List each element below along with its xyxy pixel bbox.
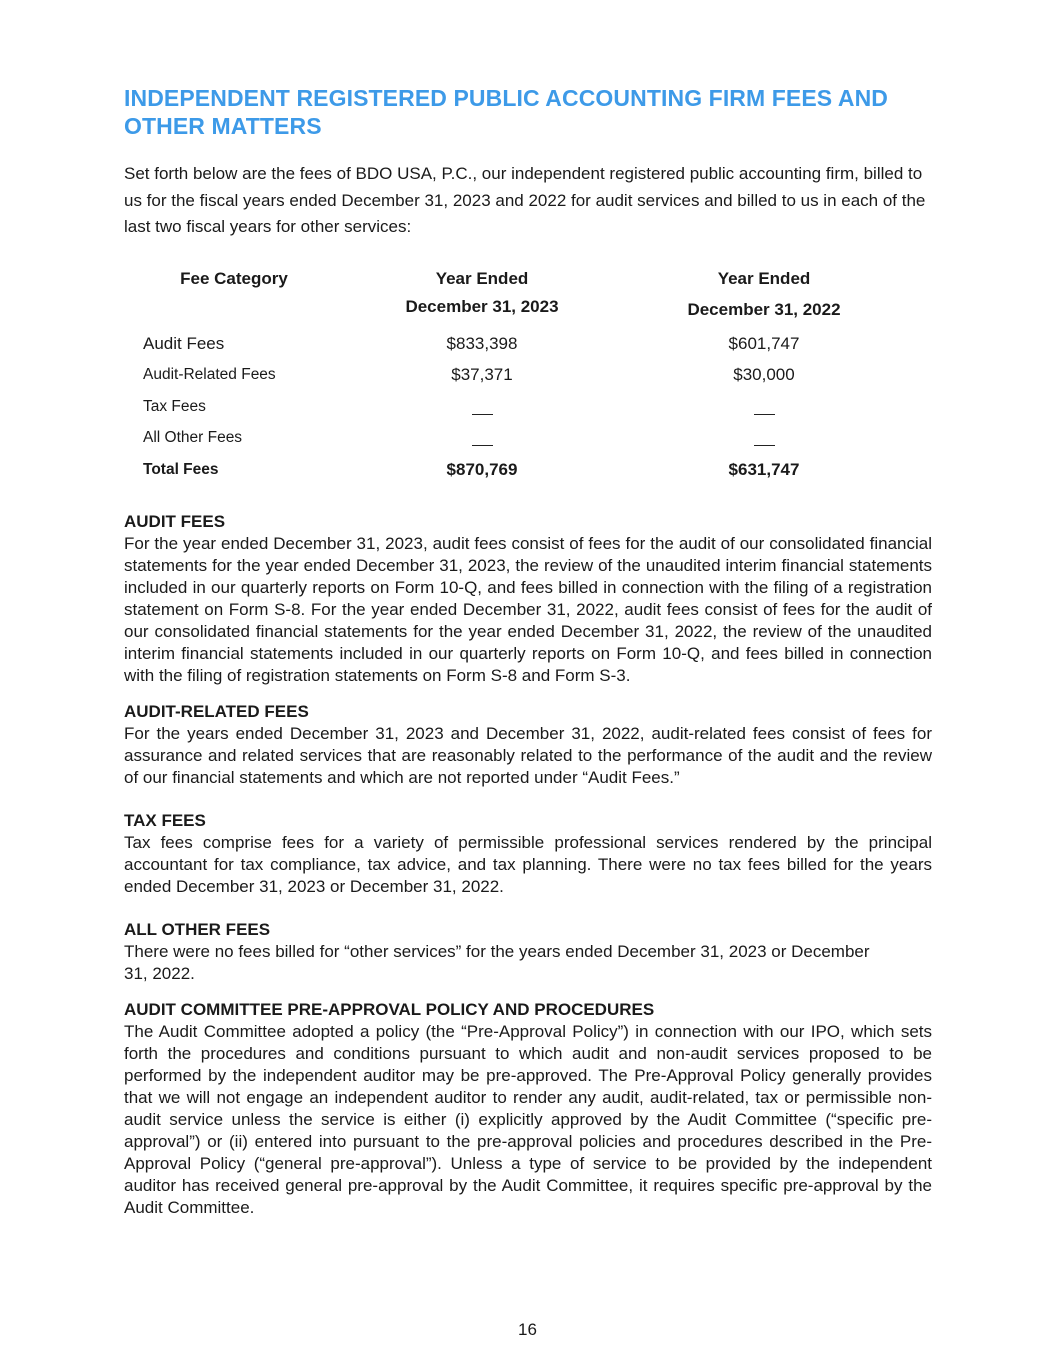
page-number: 16 bbox=[518, 1320, 537, 1339]
value-2023 bbox=[332, 422, 632, 454]
section-title: AUDIT COMMITTEE PRE-APPROVAL POLICY AND PROCEDURES bbox=[124, 1000, 655, 1019]
value-2023: $870,769 bbox=[446, 459, 518, 479]
table-row-tax-fees bbox=[136, 391, 896, 423]
value-2022 bbox=[632, 422, 896, 454]
value-2022: $601,747 bbox=[728, 333, 800, 353]
fee-category-header: Fee Category bbox=[180, 268, 288, 288]
dash-value bbox=[754, 445, 775, 446]
year-2023-header bbox=[332, 265, 632, 324]
section-body: There were no fees billed for “other services” for the years ended December 31, 2023 or December 31, 2022. bbox=[124, 942, 870, 983]
row-label: Total Fees bbox=[143, 460, 219, 478]
section-body: For the year ended December 31, 2023, audit fees consist of fees for the audit of our consolidated financial statements for the year ended December 31, 2023, the review of the unaudited interim financial statements included in our quarterly reports on Form 10-Q, and fees billed in connection with the filing of a registration statement on Form S-8. For the year ended December 31, 2022, audit fees consist of fees for the audit of our consolidated financial statements for the year ended December 31, 2022, the review of the unaudited interim financial statements included in our quarterly reports on Form 10-Q, and fees billed in connection with the filing of registration statements on Form S-8 and Form S-3. bbox=[124, 534, 932, 685]
value-2022 bbox=[632, 391, 896, 423]
audit-related-fees-section bbox=[124, 701, 932, 789]
value-2023: $833,398 bbox=[446, 333, 518, 353]
row-label: Audit-Related Fees bbox=[143, 366, 276, 383]
year-2022-header-line1: Year Ended bbox=[717, 268, 811, 288]
section-body: The Audit Committee adopted a policy (the “Pre-Approval Policy”) in connection with our IPO, which sets forth the procedures and conditions pursuant to which audit and non-audit services proposed to be performed by the independent auditor may be pre-approved. The Pre-Approval Policy generally provides that we will not engage an independent auditor to render any audit, audit-related, tax or permissible non-audit service unless the service is either (i) explicitly approved by the Audit Committee (“specific pre-approval”) or (ii) entered into pursuant to the pre-approval policies and procedures described in the Pre-Approval Policy (“general pre-approval”). Unless a type of service to be provided by the independent auditor has received general pre-approval by the Audit Committee, it requires specific pre-approval by the Audit Committee. bbox=[124, 1022, 932, 1217]
section-body: Tax fees comprise fees for a variety of permissible professional services rendered by the principal accountant for tax compliance, tax advice, and tax planning. There were no tax fees billed for the years ended December 31, 2023 or December 31, 2022. bbox=[124, 833, 932, 896]
section-title: AUDIT-RELATED FEES bbox=[124, 702, 309, 721]
dash-value bbox=[472, 414, 493, 415]
fee-table bbox=[136, 265, 896, 486]
dash-value bbox=[754, 414, 775, 415]
all-other-fees-section bbox=[124, 919, 932, 985]
section-title: AUDIT FEES bbox=[124, 512, 226, 531]
row-label: Tax Fees bbox=[143, 397, 206, 415]
value-2022: $30,000 bbox=[733, 365, 795, 384]
year-2023-header-line2: December 31, 2023 bbox=[405, 296, 559, 316]
year-2023-header-line1: Year Ended bbox=[435, 268, 529, 288]
value-2023 bbox=[332, 391, 632, 423]
dash-value bbox=[472, 445, 493, 446]
year-2022-header bbox=[632, 265, 896, 324]
row-label: All Other Fees bbox=[143, 429, 243, 446]
row-label: Audit Fees bbox=[143, 333, 225, 353]
value-2023: $37,371 bbox=[451, 365, 513, 384]
document-page bbox=[124, 84, 932, 1219]
page-heading: INDEPENDENT REGISTERED PUBLIC ACCOUNTING FIRM FEES AND OTHER MATTERS bbox=[124, 85, 889, 139]
pre-approval-section bbox=[124, 999, 932, 1219]
year-2022-header-line2: December 31, 2022 bbox=[687, 299, 841, 319]
intro-paragraph: Set forth below are the fees of BDO USA, P.C., our independent registered public accounting firm, billed to us for the fiscal years ended December 31, 2023 and 2022 for audit services and billed to us in each of the last two fiscal years for other services: bbox=[124, 164, 926, 236]
section-body: For the years ended December 31, 2023 and December 31, 2022, audit-related fees consist of fees for assurance and related services that are reasonably related to the performance of the audit and the review of our financial statements and which are not reported under “Audit Fees.” bbox=[124, 724, 932, 787]
section-title: TAX FEES bbox=[124, 811, 206, 830]
tax-fees-section bbox=[124, 810, 932, 898]
table-row-all-other-fees bbox=[136, 422, 896, 454]
table-row-total-fees bbox=[136, 454, 896, 486]
value-2022: $631,747 bbox=[728, 459, 800, 479]
audit-fees-section bbox=[124, 511, 932, 687]
table-row-audit-fees bbox=[136, 324, 896, 360]
fee-table-header-row bbox=[136, 265, 896, 324]
table-row-audit-related-fees bbox=[136, 359, 896, 391]
section-title: ALL OTHER FEES bbox=[124, 920, 271, 939]
